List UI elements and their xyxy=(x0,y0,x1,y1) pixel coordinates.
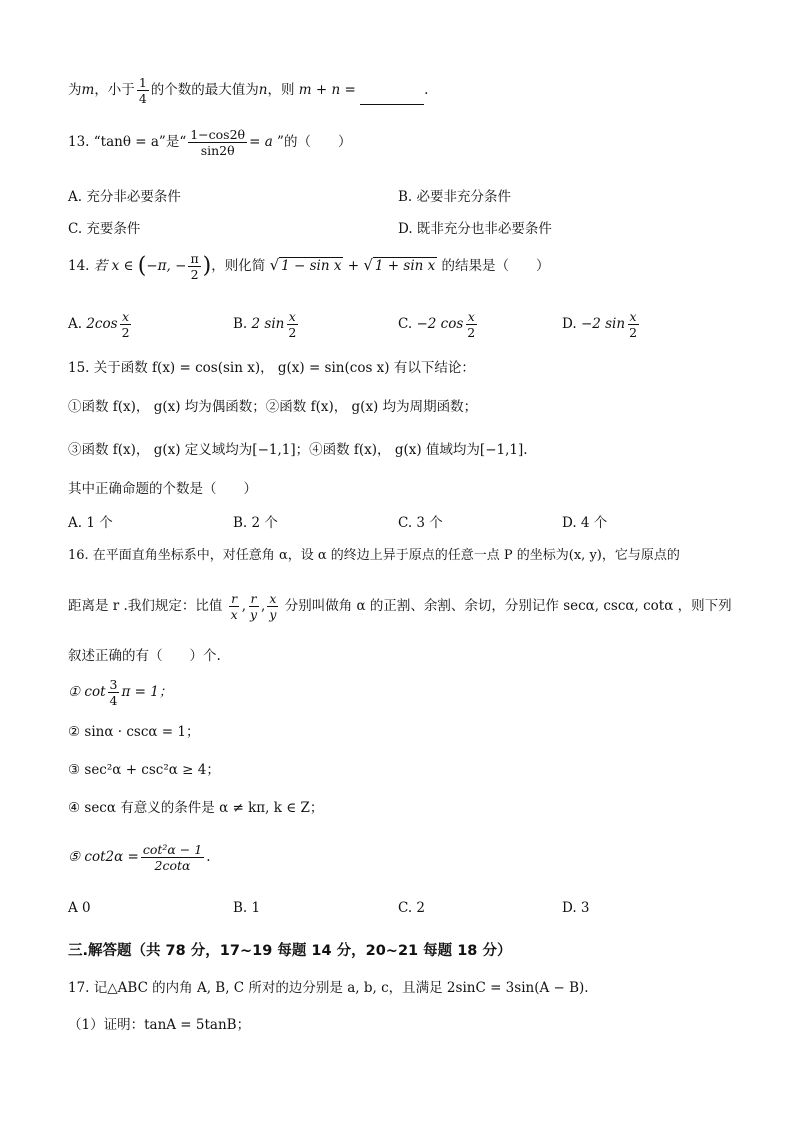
q14-option-d-frac xyxy=(627,310,639,339)
q16-frac-1-den: x xyxy=(230,607,238,623)
q13-text-pre: “tanθ = a”是“ xyxy=(93,134,187,151)
q14-text-pre: 若 x ∈ xyxy=(93,258,134,275)
q16-option-c[interactable]: C. 2 xyxy=(398,900,426,916)
q14-radicand-2: 1 + sin x xyxy=(374,258,436,275)
q13-frac-den: sin2θ xyxy=(200,143,235,159)
q16-s1-den: 4 xyxy=(109,693,118,709)
q12-expression: m + n = xyxy=(298,82,356,99)
q13-option-d[interactable]: D. 既非充分也非必要条件 xyxy=(398,221,552,237)
q16-option-d[interactable]: D. 3 xyxy=(562,900,590,916)
q14-radical-2: √ xyxy=(363,256,373,275)
q13-text-post: ”的（ ） xyxy=(277,134,352,151)
q16-frac-3-den: y xyxy=(269,607,277,623)
q14-paren-close: ) xyxy=(202,253,212,279)
q13-frac-num: 1−cos2θ xyxy=(190,127,246,142)
q14-option-a-frac xyxy=(120,310,132,339)
q13-option-a[interactable]: A. 充分非必要条件 xyxy=(68,189,181,205)
q14-option-a-num: x xyxy=(122,309,130,324)
q14-text-mid: ，则化简 xyxy=(211,258,266,275)
q14-option-c-coef: −2 cos xyxy=(416,316,464,333)
q16-statement-1 xyxy=(68,678,172,707)
q16-s5-num: cot²α − 1 xyxy=(142,842,203,857)
q14-fraction-pi xyxy=(188,252,200,281)
q14-option-c-label: C. xyxy=(398,316,413,333)
q14-radical-1: √ xyxy=(269,256,280,275)
q14-interval: −π, − xyxy=(146,258,187,275)
q14-option-c-den: 2 xyxy=(467,325,476,341)
q12-text-2: ，小于 xyxy=(94,82,135,99)
q16-frac-2 xyxy=(248,592,259,621)
q14-option-c[interactable] xyxy=(398,310,479,339)
q12-text-4: ，则 xyxy=(267,82,295,99)
q16-statement-4: ④ secα 有意义的条件是 α ≠ kπ, k ∈ Z； xyxy=(68,800,324,816)
q16-option-a[interactable]: A 0 xyxy=(68,900,91,916)
q12-line xyxy=(68,76,428,105)
q16-s5-pre: ⑤ cot2α = xyxy=(68,849,139,866)
q14-option-a[interactable] xyxy=(68,310,134,339)
q16-s5-den: 2cotα xyxy=(154,858,191,874)
q12-frac-num: 1 xyxy=(138,75,147,90)
section-3-heading: 三.解答题（共 78 分，17~19 每题 14 分，20~21 每题 18 分） xyxy=(68,943,512,959)
q15-stem: 15. 关于函数 f(x) = cos(sin x)， g(x) = sin(cos x) 有以下结论： xyxy=(68,360,475,376)
q14-radicand-1: 1 − sin x xyxy=(281,258,342,275)
q14-option-c-frac xyxy=(465,310,477,339)
q13-eq: = a xyxy=(249,134,273,151)
q16-frac-2-den: y xyxy=(249,607,258,623)
q16-stem-2: 距离是 r .我们规定：比值 $\frac{r}{x}$ , $\frac{r}{y}$ , $\frac{x}{y}$ 分别叫做角 α 的正割、余割、余切，分别记作 secα, cscα, cotα ，则下列 xyxy=(68,591,732,623)
q16-text-post: 分别叫做角 α 的正割、余割、余切，分别记作 secα, cscα, cotα ，则下列 xyxy=(284,598,732,615)
q15-question: 其中正确命题的个数是（ ） xyxy=(68,481,257,497)
q16-frac-1 xyxy=(229,592,240,621)
q12-text-1: 为 xyxy=(68,82,82,99)
q16-text-pre: 距离是 r .我们规定：比值 xyxy=(68,598,223,615)
q14-option-d[interactable] xyxy=(562,310,641,339)
q14-option-c-num: x xyxy=(467,309,475,324)
q15-option-c[interactable]: C. 3 个 xyxy=(398,515,443,531)
q14-number: 14. xyxy=(68,258,90,275)
q15-statements-3-4: ③函数 f(x)， g(x) 定义域均为[−1,1]；④函数 f(x)， g(x) 值域均为[−1,1]. xyxy=(68,442,528,458)
q14-option-b-coef: 2 sin xyxy=(251,316,285,333)
q16-question: 叙述正确的有（ ）个. xyxy=(68,648,221,664)
q14-option-b[interactable] xyxy=(233,310,300,339)
q16-option-b[interactable]: B. 1 xyxy=(233,900,261,916)
q14-option-d-label: D. xyxy=(562,316,577,333)
q14-plus: + xyxy=(347,258,360,275)
q15-option-a[interactable]: A. 1 个 xyxy=(68,515,113,531)
q16-statement-2: ② sinα · cscα = 1； xyxy=(68,724,200,740)
q14-paren-open: ( xyxy=(137,253,147,279)
q14-option-b-frac xyxy=(286,310,298,339)
q14-option-b-num: x xyxy=(288,309,296,324)
q16-s1-num: 3 xyxy=(109,677,118,692)
q12-answer-blank[interactable] xyxy=(360,90,424,105)
q16-frac-2-num: r xyxy=(250,591,257,606)
q16-frac-1-num: r xyxy=(231,591,238,606)
q13-option-c[interactable]: C. 充要条件 xyxy=(68,221,141,237)
q14-option-a-coef: 2cos xyxy=(86,316,118,333)
q16-s1-post: π = 1； xyxy=(121,684,173,701)
q13-number: 13. xyxy=(68,134,90,151)
q16-statement-3: ③ sec²α + csc²α ≥ 4； xyxy=(68,762,220,778)
q14-option-d-den: 2 xyxy=(629,325,638,341)
q17-stem: 17. 记△ABC 的内角 A, B, C 所对的边分别是 a, b, c，且满足 2sinC = 3sin(A − B). xyxy=(68,980,589,996)
q13-stem xyxy=(68,128,351,157)
q14-frac-den: 2 xyxy=(190,267,199,283)
q15-option-b[interactable]: B. 2 个 xyxy=(233,515,278,531)
q12-var-m: m xyxy=(81,82,95,99)
q12-var-n: n xyxy=(258,82,268,99)
q14-option-d-coef: −2 sin xyxy=(580,316,626,333)
q13-fraction xyxy=(188,128,247,157)
q14-text-post: 的结果是（ ） xyxy=(441,258,550,275)
q12-fraction xyxy=(137,76,149,105)
q14-option-b-label: B. xyxy=(233,316,248,333)
q12-end: . xyxy=(424,82,429,99)
q16-frac-3-num: x xyxy=(269,591,277,606)
q16-statement-5 xyxy=(68,843,211,872)
q12-text-3: 的个数的最大值为 xyxy=(150,82,259,99)
q16-s1-frac xyxy=(108,678,120,707)
q14-option-a-den: 2 xyxy=(121,325,130,341)
q14-option-a-label: A. xyxy=(68,316,83,333)
q16-s5-frac xyxy=(141,843,204,872)
q14-stem xyxy=(68,252,550,281)
q16-stem-1: 16. 在平面直角坐标系中，对任意角 α，设 α 的终边上异于原点的任意一点 P 的坐标为(x, y)，它与原点的 xyxy=(68,548,680,563)
q15-option-d[interactable]: D. 4 个 xyxy=(562,515,608,531)
q16-s5-post: . xyxy=(206,849,211,866)
q16-s1-pre: ① cot xyxy=(68,684,106,701)
q16-frac-3 xyxy=(267,592,278,621)
q17-part-1: （1）证明：tanA = 5tanB； xyxy=(68,1017,251,1033)
q14-frac-num: π xyxy=(190,251,199,266)
q12-frac-den: 4 xyxy=(138,91,147,107)
q14-option-d-num: x xyxy=(629,309,637,324)
q15-statements-1-2: ①函数 f(x)， g(x) 均为偶函数；②函数 f(x)， g(x) 均为周期函数； xyxy=(68,399,478,415)
q13-option-b[interactable]: B. 必要非充分条件 xyxy=(398,189,512,205)
q14-option-b-den: 2 xyxy=(288,325,297,341)
